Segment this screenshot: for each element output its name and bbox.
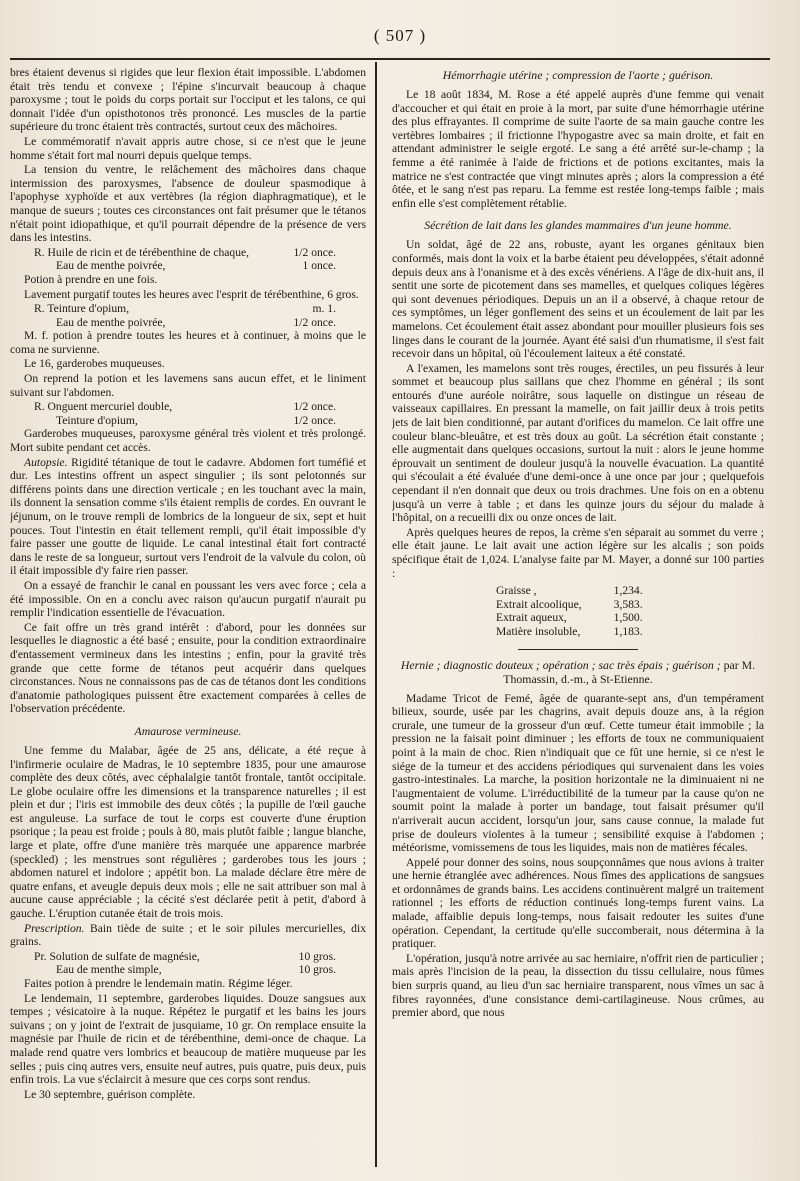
header-rule [10, 58, 770, 60]
paragraph [10, 456, 366, 578]
recipe-dose: m. 1. [312, 302, 336, 316]
recipe-dose: 10 gros. [298, 963, 336, 977]
section-separator [518, 649, 638, 650]
paragraph: Garderobes muqueuses, paroxysme général très violent et très prolongé. Mort subite pendant cet accès. [10, 427, 366, 455]
recipe-line [10, 414, 366, 428]
paragraph [10, 922, 366, 949]
paragraph: La tension du ventre, le relâchement des mâchoires dans chaque intermission des paroxysmes, l'absence de douleur spasmodique à l'apophyse xyphoïde et aux vertèbres (la région diaphragmatique), et le manque de sueurs ; toutes ces circonstances ont fait présumer que le tétanos n'était point idiopathique, et qu'il pourrait dépendre de la présence de vers dans les intestins. [10, 163, 366, 245]
section-title-author: par M. Thomassin, d.-m., à St-Etienne. [503, 657, 756, 686]
table-row [496, 598, 649, 612]
paragraph: Le commémoratif n'avait appris autre chose, si ce n'est que le jeune homme s'était fort mal nourri depuis quelque temps. [10, 134, 366, 162]
prescription-label: Prescription. [24, 921, 85, 935]
analysis-value: 1,183. [613, 624, 643, 638]
recipe-ingredient: Eau de menthe poivrée, [56, 259, 166, 273]
recipe-line [10, 316, 366, 330]
recipe-dose: 1/2 once. [293, 245, 336, 259]
recipe-ingredient: R. Onguent mercuriel double, [34, 400, 173, 414]
paragraph: Le lendemain, 11 septembre, garderobes liquides. Douze sangsues aux tempes ; vésicatoire à la nuque. Répétez le purgatif et les bains les jours suivans ; on y joint de l'extrait de jusquiame, 10 gr. On remplace ensuite la magnésie par l'huile de ricin et de térébenthine, demi-once de chaque. La malade rend quatre vers lombrics et beaucoup de matière muqueuse par les selles ; puis cinq autres vers, ensuite neuf autres, puis quatre, puis deux, puis enfin trois. La vue s'éclaircit à mesure que ces corps sont rendus. [10, 991, 366, 1087]
recipe-line [10, 302, 366, 316]
recipe-ingredient: R. Teinture d'opium, [34, 302, 130, 316]
table-row [496, 584, 649, 598]
paragraph: On reprend la potion et les lavemens sans aucun effet, et le liniment suivant sur l'abdomen. [10, 372, 366, 399]
analysis-component: Extrait aqueux, [496, 611, 567, 625]
left-column [10, 66, 366, 1174]
analysis-value: 1,234. [613, 584, 643, 598]
recipe-ingredient: Eau de menthe poivrée, [56, 315, 166, 329]
paragraph: Le 16, garderobes muqueuses. [24, 357, 165, 371]
paragraph: Appelé pour donner des soins, nous soupçonnâmes que nous avions à traiter une hernie étranglée avec adhérences. Nous fîmes des applications de sangsues et ordonnâmes de grands bains. Les accidens continuèrent malgré un traitement rationnel ; les efforts de réduction continués long-temps furent vains. La malade, affaiblie depuis long-temps, nous faisait redouter les suites d'une opération. Cependant, la certitude qu'elle succomberait, nous détermina à la pratiquer. [392, 855, 764, 951]
table-row [496, 625, 649, 639]
analysis-value: 1,500. [613, 611, 643, 625]
paragraph: bres étaient devenus si rigides que leur flexion était impossible. L'abdomen était très tendu et convexe ; l'épine s'incurvait beaucoup à chaque paroxysme ; tout le poids du corps portait sur l'occiput et les talons, ce qui donnait l'idée d'un opisthotonos très prononcé. Les muscles de la partie supérieure du tronc étaient très contractés, surtout ceux des mâchoires. [10, 66, 366, 134]
recipe-line [10, 400, 366, 414]
section-title [392, 658, 764, 686]
paragraph: Lavement purgatif toutes les heures avec l'esprit de térébenthine, 6 gros. [24, 287, 359, 301]
analysis-component: Matière insoluble, [496, 624, 581, 638]
recipe-line [10, 950, 366, 964]
analysis-component: Extrait alcoolique, [496, 597, 582, 611]
paragraph: Après quelques heures de repos, la crème s'en séparait au sommet du verre ; elle était jaune. Le lait avait une action légère sur les alcalis ; son poids spécifique était de 1,024. L'analyse faite par M. Mayer, a donné sur 100 parties : [392, 525, 764, 580]
recipe-line [10, 246, 366, 260]
analysis-component: Graisse , [496, 584, 537, 598]
recipe-dose: 1/2 once. [293, 315, 336, 329]
paragraph: Madame Tricot de Femé, âgée de quarante-sept ans, d'un tempérament bilieux, sourde, usée par les chagrins, avait depuis douze ans, à la région crurale, une tumeur de la grosseur d'un œuf. Cette tumeur était immobile ; la pression ne la faisait point diminuer ; les efforts de toux ne communiquaient point à la main de choc. Rien n'indiquait que ce fût une hernie, si ce n'est le siége de la tumeur et des accidens périodiques qui survenaient dans les voies gastro-intestinales. La marche, la position horizontale ne la diminuaient ni ne l'augmentaient de volume. L'irréductibilité de la tumeur par la cause qu'on ne soumit point la malade à porter un bandage, tout faisait présumer qu'il n'arriverait aucun accident, lorsqu'un jour, sans cause connue, la malade fut prise de douleurs violentes à la tumeur ; sensibilité exquise à l'abdomen ; météorisme, vomissemens de tous les liquides, mais non de matières fécales. [392, 691, 764, 855]
paragraph: On a essayé de franchir le canal en poussant les vers avec force ; cela a été impossible. On en a conclu avec raison qu'aucun purgatif n'aurait pu remplir l'indication essentielle de l'évacuation. [10, 578, 366, 620]
section-title: Sécrétion de lait dans les glandes mammaires d'un jeune homme. [424, 218, 732, 233]
recipe-ingredient: Pr. Solution de sulfate de magnésie, [34, 949, 200, 963]
paragraph: Le 30 septembre, guérison complète. [24, 1087, 196, 1101]
recipe-line [10, 963, 366, 977]
paragraph: Une femme du Malabar, âgée de 25 ans, délicate, a été reçue à l'infirmerie oculaire de Madras, le 10 septembre 1835, pour une amaurose complète des deux côtés, avec céphalalgie tantôt frontale, tantôt occipitale. Le globe oculaire offre les dimensions et la transparence naturelles ; il est plein et dur ; l'iris est immobile des deux côtés ; la pupille de l'œil gauche est anguleuse. La surface de tout le corps est couverte d'une éruption psorique ; la peau est froide ; pouls à 80, mais plutôt faible ; langue blanche, large et plate, offre d'une manière très marquée une apparence marbrée (speckled) ; les menstrues sont régulières ; garderobes tous les jours ; abdomen naturel et indolore ; appétit bon. La malade déclare être mère de quatre enfans, et aveugle depuis deux mois ; elle ne sait attribuer son mal à aucune cause appréciable ; la cécité s'est déclarée petit à petit, d'abord à gauche. L'éruption cutanée était de trois mois. [10, 743, 366, 921]
section-title: Amaurose vermineuse. [134, 723, 242, 738]
paragraph: Faites potion à prendre le lendemain matin. Régime léger. [24, 977, 293, 990]
recipe-dose: 1/2 once. [293, 413, 336, 427]
analysis-value: 3,583. [613, 597, 643, 611]
autopsie-text: Rigidité tétanique de tout le cadavre. Abdomen fort tuméfié et dur. Les intestins offrent un aspect singulier ; ils sont pelotonnés sur différens points dans une direction verticale ; en les touchant avec la main, ils donnent la sensation comme s'ils étaient remplis de cordes. En ouvrant le jéjunum, on le trouve rempli de lombrics de la longueur de six, sept et huit pouces. Tout l'intestin en était tellement rempli, qu'il était impossible d'y faire passer une goutte de liquide. Le canal intestinal était fort contracté dans le reste de sa longueur, surtout vers l'endroit de la valvule du colon, où il était impossible d'y faire rien passer. [10, 455, 366, 578]
paragraph: Un soldat, âgé de 22 ans, robuste, ayant les organes génitaux bien conformés, mais dont la voix et la barbe étaient peu développées, s'était adonné depuis deux ans à l'onanisme et à des excès vénériens. A l'âge de dix-huit ans, il sentit une sorte de picotement dans ses mamelles, et quelques coliques légères qui sont devenues périodiques. Depuis un an il a observé, à chaque retour de ces symptômes, un léger gonflement des seins et un écoulement de lait par les mamelons. Cet écoulement était assez abondant pour mouiller plusieurs fois ses linges dans le courant de la journée. Ayant été saisi d'un rhumatisme, il s'est fait recevoir dans un hôpital, où l'écoulement laiteux a été constaté. [392, 238, 764, 361]
section-title-italic: Hernie ; diagnostic douteux ; opération ; sac très épais ; guérison ; [400, 657, 721, 672]
prescription-text: Bain tiède de suite ; et le soir pilules mercurielles, dix grains. [10, 921, 366, 949]
paragraph: A l'examen, les mamelons sont très rouges, érectiles, un peu fissurés à leur sommet et beaucoup plus saillans que chez l'homme en général ; ils sont entourés d'une auréole noirâtre, sous laquelle on distingue un réseau de vaisseaux capillaires. En pressant la mamelle, on fait jaillir deux à trois petits jets de lait bien conditionné, par autant d'orifices du mamelon. Ce lait offre une couleur blanc-bleuâtre, et est très doux au goût. La sécrétion était constante ; elle augmentait dans quelques occasions, surtout la nuit : alors le jeune homme éprouvait un sentiment de douleur jusqu'à la nouvelle évacuation. La quantité qui s'écoulait a été évaluée d'une demi-once à une once par jour ; quelquefois cependant il n'en donnait que deux ou trois drachmes. Une fois on en a obtenu jusqu'à un verre à table ; et dans les quinze jours du séjour du malade à l'hôpital, on a recueilli dix ou onze onces de lait. [392, 361, 764, 525]
recipe-dose: 1 once. [302, 259, 336, 273]
recipe-ingredient: Teinture d'opium, [56, 413, 138, 427]
paragraph: Potion à prendre en une fois. [24, 272, 158, 286]
paragraph: M. f. potion à prendre toutes les heures et à continuer, à moins que le coma ne survienne. [10, 329, 366, 356]
recipe-ingredient: R. Huile de ricin et de térébenthine de chaque, [34, 245, 250, 259]
paragraph: Le 18 août 1834, M. Rose a été appelé auprès d'une femme qui venait d'accoucher et qui était en proie à la mort, par suite d'une hémorrhagie utérine des plus effrayantes. Il comprime de suite l'aorte de sa main gauche contre les vertèbres lombaires ; il frictionne l'hypogastre avec sa main droite, et fait en attendant administrer le seigle ergoté. Le sang a été arrêté sur-le-champ ; la femme a été ranimée à l'aide de frictions et de potions excitantes, mais la matrice ne s'est contractée que vingt minutes après ; alors la compression a été ôtée, et le sang n'est pas reparu. La femme est restée long-temps faible ; mais enfin elle s'est complètement rétablie. [392, 88, 764, 210]
section-title: Hémorrhagie utérine ; compression de l'aorte ; guérison. [442, 68, 714, 82]
paragraph: Ce fait offre un très grand intérêt : d'abord, pour les données sur lesquelles le diagnostic a été basé ; ensuite, pour la condition extraordinaire d'entassement vermineux dans les intestins ; enfin, pour la gravité très grande que cette forme de tétanos peut acquérir dans quelques circonstances. Nous ne connaissons pas de cas de tétanos dont les conditions d'anatomie pathologiques puissent être exactement comparées à celles de l'observation précédente. [10, 620, 366, 716]
column-divider [375, 62, 377, 1167]
table-row [496, 611, 649, 625]
recipe-ingredient: Eau de menthe simple, [56, 963, 162, 977]
right-column [392, 66, 764, 1174]
recipe-dose: 1/2 once. [293, 400, 336, 414]
page-number: ( 507 ) [373, 26, 427, 45]
paragraph: L'opération, jusqu'à notre arrivée au sac herniaire, n'offrit rien de particulier ; mais après l'incision de la peau, la dissection du tissu cellulaire, nous fûmes bien surpris quand, au lieu d'un sac herniaire transparent, nous vîmes un sac à fibres rayonnées, d'une consistance demi-cartilagineuse. Nous crûmes, au premier abord, que nous [392, 951, 764, 1020]
recipe-dose: 10 gros. [298, 949, 336, 963]
recipe-line [10, 259, 366, 273]
autopsie-label: Autopsie. [24, 455, 68, 469]
analysis-table [496, 584, 649, 638]
